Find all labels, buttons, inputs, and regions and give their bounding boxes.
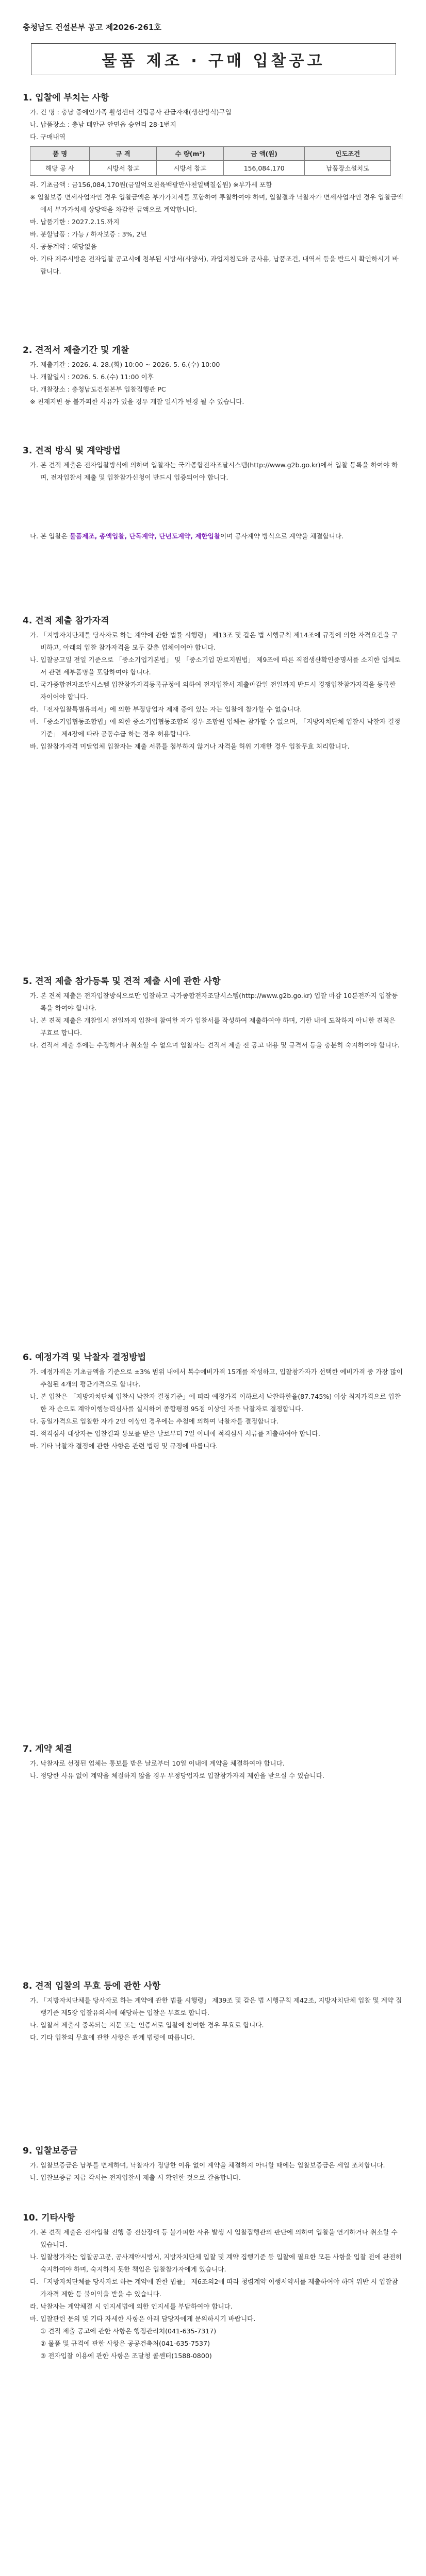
award-item: 가. 예정가격은 기초금액을 기준으로 ±3% 범위 내에서 복수예비가격 15개를 작성하고, 입찰참가자가 선택한 예비가격 중 가장 많이 추첨된 4개의 평균가격으로 합니다. [30, 1368, 403, 1388]
qualification-item: 가. 「지방자치단체를 당사자로 하는 계약에 관한 법률 시행령」 제13조 및 같은 법 시행규칙 제14조에 규정에 의한 자격요건을 구비하고, 아래의 입찰 참가자격을 모두 갖춘 업체이어야 합니다. [30, 631, 398, 651]
purchase-details: 다. 구매내역 [30, 133, 65, 141]
table-row [30, 161, 391, 176]
section-other [23, 2210, 403, 2362]
qualification-item: 다. 국가종합전자조달시스템 입찰참가자격등록규정에 의하여 전자입찰서 제출마감일 전일까지 반드시 경쟁입찰참가자격을 등록한 자이어야 합니다. [30, 681, 396, 701]
col-spec: 규 격 [90, 147, 157, 161]
award-item: 라. 적격심사 대상자는 입찰결과 통보를 받은 날로부터 7일 이내에 적격심사 서류를 제출하여야 합니다. [30, 1430, 320, 1437]
other-spec-note: 아. 기타 제주시방은 전자입찰 공고시에 첨부된 시방서(사양서), 과업지침도와 공사용, 납품조건, 내역서 등을 반드시 확인하시기 바랍니다. [30, 255, 399, 275]
col-qty: 수 량(m²) [157, 147, 224, 161]
section-title: 8. 견적 입찰의 무효 등에 관한 사항 [23, 1981, 161, 1991]
page-title: 물품 제조 · 구매 입찰공고 [102, 52, 325, 70]
contract-item: 가. 낙찰자로 선정된 업체는 통보를 받은 날로부터 10일 이내에 계약을 체결하여야 합니다. [30, 1759, 285, 1767]
contract-type-prefix: 나. 본 입찰은 [30, 532, 68, 540]
bond-item: 나. 입찰보증금 지급 각서는 전자입찰서 제출 시 확인한 것으로 갈음합니다. [30, 2174, 241, 2181]
contract-type [23, 530, 403, 543]
invalid-item: 나. 입찰서 제출시 중복되는 지문 또는 인증서로 입찰에 참여한 경우 무효로 합니다. [30, 2021, 264, 2029]
qualification-item: 나. 입찰공고일 전일 기준으로 「중소기업기본법」 및 「중소기업 판로지원법」 제9조에 따른 직접생산확인증명서를 소지한 업체로서 관련 세부품명을 포함하여야 합니다. [30, 656, 401, 676]
submission-period: 가. 제출기간 : 2026. 4. 28.(화) 10:00 ~ 2026. 5. 6.(수) 10:00 [30, 361, 220, 368]
section-title: 6. 예정가격 및 낙찰자 결정방법 [23, 1352, 146, 1363]
tax-note: ※ 입찰보증 면세사업자인 경우 입찰금액은 부가가치세를 포함하여 투찰하여야 하며, 입찰결과 낙찰자가 면세사업자인 경우 입찰금액에서 부가가치세 상당액을 차감한 금액으로 계약합니다. [30, 193, 403, 213]
force-majeure-note: ※ 천재지변 등 불가피한 사유가 있을 경우 개찰 일시가 변경 될 수 있습니다. [30, 398, 244, 405]
cell-spec: 시방서 참고 [90, 161, 157, 176]
qualification-item: 바. 입찰참가자격 미달업체 입찰자는 제출 서류를 첨부하지 않거나 자격을 허위 기재한 경우 입찰무효 처리합니다. [30, 742, 350, 750]
col-item: 품 명 [30, 147, 90, 161]
split-delivery: 바. 분할납품 : 가능 / 하자보증 : 3%, 2년 [30, 230, 147, 238]
contact-line: ① 견적 제출 공고에 관한 사항은 행정관리처(041-635-7317) [40, 2327, 217, 2335]
opening-datetime: 나. 개찰일시 : 2026. 5. 6.(수) 11:00 이후 [30, 373, 154, 381]
section-title: 9. 입찰보증금 [23, 2146, 78, 2156]
other-item: 다. 「지방자치단체를 당사자로 하는 계약에 관한 법률」 제6조의2에 따라 청렴계약 이행서약서를 제출하여야 하며 위반 시 입찰참가자격 제한 등 불이익을 받을 수 있습니다. [30, 2278, 398, 2298]
cell-item: 해당 공 사 [30, 161, 90, 176]
section-contract-signing [23, 1741, 403, 1782]
section-title: 3. 견적 방식 및 계약방법 [23, 446, 121, 456]
section-award-method [23, 1350, 403, 1452]
contact-line: ③ 전자입찰 이용에 관한 사항은 조달청 콜센터(1588-0800) [40, 2352, 212, 2360]
delivery-place: 나. 납품장소 : 충남 태안군 안면읍 승언리 28-1번지 [30, 121, 176, 128]
other-item: 나. 입찰참가자는 입찰공고문, 공사계약시방서, 지방자치단체 입찰 및 계약 집행기준 등 입찰에 필요한 모든 사항을 입찰 전에 완전히 숙지하여야 하며, 숙지하지 못한 책임은 입찰참가자에게 있습니다. [30, 2253, 402, 2273]
registration-item: 나. 본 견적 제출은 개찰일시 전일까지 입찰에 참여한 자가 입찰서를 작성하여 제출하여야 하며, 기한 내에 도착하지 아니한 견적은 무효로 합니다. [30, 1016, 396, 1037]
opening-place: 다. 개찰장소 : 충청남도건설본부 입찰집행관 PC [30, 385, 166, 393]
section-contract-method [23, 443, 403, 543]
purchase-table [30, 146, 391, 176]
contract-type-highlight: 물품제조, 총액입찰, 단독계약, 단년도계약, 제한입찰 [69, 532, 221, 540]
contract-type-suffix: 이며 공사계약 방식으로 계약을 체결합니다. [220, 532, 344, 540]
section-title: 7. 계약 체결 [23, 1744, 72, 1754]
section-title: 5. 견적 제출 참가등록 및 견적 제출 시에 관한 사항 [23, 976, 221, 987]
section-title: 1. 입찰에 부치는 사항 [23, 93, 109, 103]
section-bid-bond [23, 2143, 403, 2184]
section-registration [23, 974, 403, 1052]
section-invalid-bids [23, 1978, 403, 2044]
section-bid-items [23, 90, 403, 278]
notice-number: 충청남도 건설본부 공고 제2026-261호 [23, 23, 161, 32]
qualification-item: 마. 「중소기업협동조합법」에 의한 중소기업협동조합의 경우 조합원 업체는 참가할 수 없으며, 「지방자치단체 입찰시 낙찰자 결정기준」 제4장에 따라 공동수급 하는 경우 허용합니다. [30, 718, 401, 738]
section-title: 4. 견적 제출 참가자격 [23, 616, 109, 626]
cell-amount: 156,084,170 [223, 161, 304, 176]
award-item: 마. 기타 낙찰자 결정에 관한 사항은 관련 법령 및 규정에 따릅니다. [30, 1442, 218, 1450]
registration-item: 가. 본 견적 제출은 전자입찰방식으로만 입찰하고 국가종합전자조달시스템(http://www.g2b.go.kr) 입찰 마감 10분전까지 입찰등록을 하여야 합니다. [30, 992, 398, 1012]
invalid-item: 가. 「지방자치단체를 당사자로 하는 계약에 관한 법률 시행령」 제39조 및 같은 법 시행규칙 제42조, 지방자치단체 입찰 및 계약 집행기준 제5장 입찰유의서에 해당하는 입찰은 무효로 합니다. [30, 1996, 402, 2016]
joint-contract: 사. 공동계약 : 해당없음 [30, 243, 97, 250]
section-title: 10. 기타사항 [23, 2213, 75, 2223]
cell-delivery: 납품장소설치도 [305, 161, 391, 176]
section-title: 2. 견적서 제출기간 및 개찰 [23, 345, 129, 355]
delivery-deadline: 마. 납품기한 : 2027.2.15.까지 [30, 218, 120, 226]
other-item: 라. 낙찰자는 계약체결 시 인지세법에 의한 인지세를 부담하여야 합니다. [30, 2302, 233, 2310]
base-price: 라. 기초금액 : 금156,084,170원(금일억오천육백팔만사천일백칠십원) ※부가세 포함 [30, 181, 272, 189]
item-name: 가. 건 명 : 충남 중에인가족 활성센터 건립공사 관급자재(생산방식)구입 [30, 108, 232, 116]
invalid-item: 다. 기타 입찰의 무효에 관한 사항은 관계 법령에 따릅니다. [30, 2033, 195, 2041]
col-delivery: 인도조건 [305, 147, 391, 161]
other-item: 가. 본 견적 제출은 전자입찰 진행 중 전산장애 등 불가피한 사유 발생 시 입찰집행관의 판단에 의하여 입찰을 연기하거나 취소할 수 있습니다. [30, 2228, 398, 2248]
qualification-item: 라. 「전자입찰특별유의서」에 의한 부정당업자 제재 중에 있는 자는 입찰에 참가할 수 없습니다. [30, 705, 302, 713]
award-item: 다. 동일가격으로 입찰한 자가 2인 이상인 경우에는 추첨에 의하여 낙찰자를 결정합니다. [30, 1417, 278, 1425]
section-submission-period [23, 343, 403, 408]
col-amount: 금 액(원) [223, 147, 304, 161]
contact-line: ② 물품 및 규격에 관한 사항은 공공건축처(041-635-7537) [40, 2340, 210, 2347]
contract-item: 나. 정당한 사유 없이 계약을 체결하지 않을 경우 부정당업자로 입찰참가자격 제한을 받으실 수 있습니다. [30, 1772, 325, 1780]
award-item: 나. 본 입찰은 「지방자치단체 입찰시 낙찰자 결정기준」에 따라 예정가격 이하로서 낙찰하한율(87.745%) 이상 최저가격으로 입찰한 자 순으로 계약이행능력심사를 실시하여 종합평점 95점 이상인 자를 낙찰자로 결정합니다. [30, 1393, 401, 1413]
other-item: 마. 입찰관련 문의 및 기타 자세한 사항은 아래 담당자에게 문의하시기 바랍니다. [30, 2315, 256, 2323]
table-header-row [30, 147, 391, 161]
cell-qty: 시방서 참고 [157, 161, 224, 176]
bond-item: 가. 입찰보증금은 납부를 면제하며, 낙찰자가 정당한 이유 없이 계약을 체결하지 아니할 때에는 입찰보증금은 세입 조치합니다. [30, 2161, 385, 2169]
e-bidding-method: 가. 본 견적 제출은 전자입찰방식에 의하며 입찰자는 국가종합전자조달시스템(http://www.g2b.go.kr)에서 입찰 등록을 하여야 하며, 전자입찰서 제출 및 입찰참가신청이 반드시 입증되어야 합니다. [30, 461, 398, 481]
registration-item: 다. 견적서 제출 후에는 수정하거나 취소할 수 없으며 입찰자는 견적서 제출 전 공고 내용 및 규격서 등을 충분히 숙지하여야 합니다. [30, 1041, 400, 1049]
title-box [31, 43, 396, 75]
section-qualifications [23, 613, 403, 753]
